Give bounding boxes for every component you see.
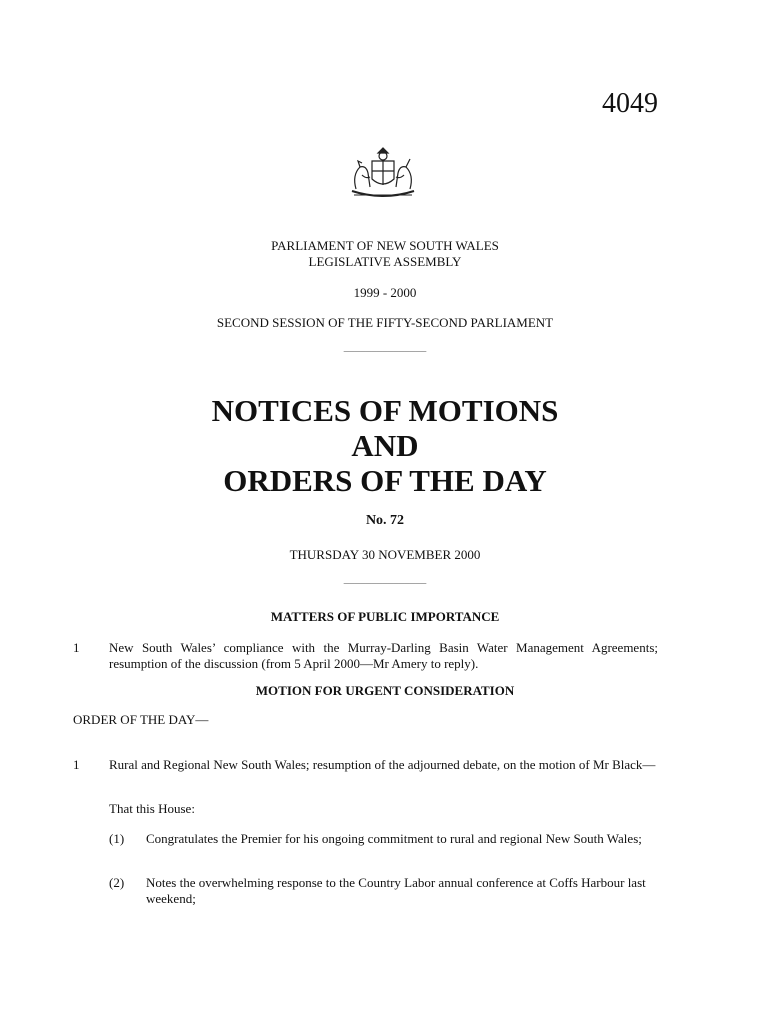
house-name: LEGISLATIVE ASSEMBLY <box>308 254 462 269</box>
urgent-heading: MOTION FOR URGENT CONSIDERATION <box>255 683 515 698</box>
session-name: SECOND SESSION OF THE FIFTY-SECOND PARLIAMENT <box>216 315 554 330</box>
page-number: 4049 <box>602 88 658 119</box>
title-line-1: NOTICES OF MOTIONS <box>211 393 559 428</box>
mpi-item-number: 1 <box>73 640 80 655</box>
sub-item-text: Notes the overwhelming response to the Country Labor annual conference at Coffs Harbour last weekend; <box>146 875 646 906</box>
parliament-name: PARLIAMENT OF NEW SOUTH WALES <box>271 238 499 253</box>
title-line-3: ORDERS OF THE DAY <box>223 463 547 498</box>
paper-number: No. 72 <box>365 513 405 528</box>
mpi-item-text: New South Wales’ compliance with the Murray-Darling Basin Water Management Agreements; resumption of the discussion (from 5 April 2000—Mr Amery to reply). <box>109 640 658 671</box>
urgent-item-number: 1 <box>73 757 80 772</box>
urgent-item-text: Rural and Regional New South Wales; resumption of the adjourned debate, on the motion of Mr Black— <box>109 757 656 772</box>
title-line-2: AND <box>351 428 419 463</box>
sub-item-number: (2) <box>109 875 125 890</box>
nsw-coat-of-arms-icon <box>340 145 426 203</box>
motion-intro: That this House: <box>109 801 195 816</box>
divider: _______________ <box>343 341 427 353</box>
session-years: 1999 - 2000 <box>353 285 417 300</box>
sub-item-number: (1) <box>109 831 125 846</box>
paper-date: THURSDAY 30 NOVEMBER 2000 <box>289 547 481 562</box>
divider: _______________ <box>343 573 427 585</box>
mpi-heading: MATTERS OF PUBLIC IMPORTANCE <box>270 609 500 624</box>
sub-item-text: Congratulates the Premier for his ongoing commitment to rural and regional New South Wales; <box>146 831 642 846</box>
order-of-day-label: ORDER OF THE DAY— <box>73 712 209 727</box>
